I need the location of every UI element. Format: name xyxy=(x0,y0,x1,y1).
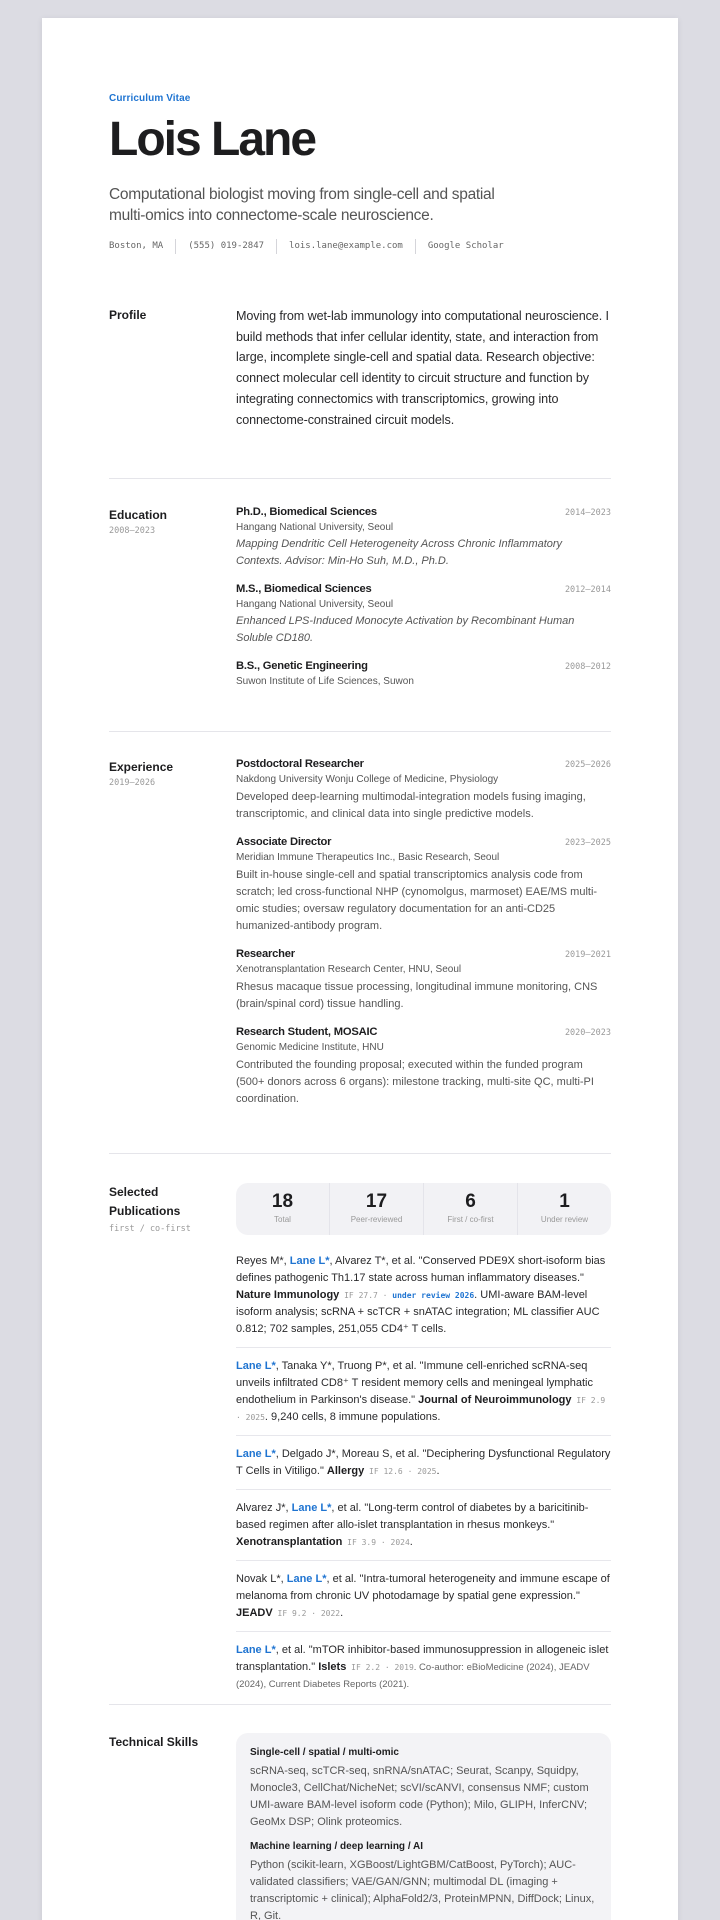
job-title: Researcher xyxy=(236,948,295,960)
job-date: 2025–2026 xyxy=(564,760,611,770)
skills-body xyxy=(236,1733,611,1920)
job-organization: Xenotransplantation Research Center, HNU, Seoul xyxy=(236,964,462,975)
experience-entry xyxy=(236,836,611,935)
job-date: 2019–2021 xyxy=(564,950,611,960)
job-description: Rhesus macaque tissue processing, longitudinal immune monitoring, CNS (brain/spinal cord) tissue handling. xyxy=(236,981,598,1010)
publications-note: first / co-first xyxy=(109,1224,191,1234)
publication-item xyxy=(236,1348,611,1436)
pub-meta: IF 2.9 · 2025 xyxy=(236,1396,606,1422)
degree-date: 2012–2014 xyxy=(564,585,611,595)
cv-header xyxy=(109,93,611,254)
publication-list xyxy=(236,1243,611,1702)
pub-title: , Delgado J*, Moreau S, et al. "Deciphering Dysfunctional Regulatory T Cells in Vitiligo." xyxy=(236,1448,611,1477)
job-date: 2020–2023 xyxy=(564,1028,611,1038)
pub-self-author: Lane L* xyxy=(236,1644,276,1656)
publication-stats xyxy=(236,1183,611,1235)
stat-number: 17 xyxy=(365,1191,388,1212)
job-title: Research Student, MOSAIC xyxy=(236,1026,378,1038)
degree-date: 2008–2012 xyxy=(564,662,611,672)
skill-group-heading: Single-cell / spatial / multi-omic xyxy=(250,1747,399,1758)
education-entry xyxy=(236,583,611,647)
pub-self-author: Lane L* xyxy=(236,1448,276,1460)
stat-label: Peer-reviewed xyxy=(350,1215,403,1224)
pub-authors: Novak L*, xyxy=(236,1573,287,1585)
publication-item xyxy=(236,1561,611,1632)
skill-group-text: Python (scikit-learn, XGBoost/LightGBM/CatBoost, PyTorch); AUC-validated classifiers; VAE/GAN/GNN; multimodal DL (imaging + transcriptomic + clinical); AlphaFold2/3, ProteinMPNN, DiffDock; Linux, R, Git. xyxy=(250,1859,595,1920)
pub-self-author: Lane L* xyxy=(289,1255,330,1267)
pub-self-author: Lane L* xyxy=(236,1360,276,1372)
pub-self-author: Lane L* xyxy=(291,1502,332,1514)
stat-number: 18 xyxy=(271,1191,294,1212)
section-label-publications: Selected Publications xyxy=(109,1185,181,1218)
skills-section xyxy=(109,1733,611,1920)
pub-title: , Alvarez T*, et al. "Conserved PDE9X short-isoform bias defines pathogenic Th1.17 state across human inflammatory diseases." xyxy=(236,1255,606,1284)
degree-title: M.S., Biomedical Sciences xyxy=(236,583,372,595)
stat-label: First / co-first xyxy=(447,1215,494,1224)
person-name: Lois Lane xyxy=(109,113,316,166)
skills-card xyxy=(236,1733,611,1920)
pub-self-author: Lane L* xyxy=(286,1573,327,1585)
job-organization: Genomic Medicine Institute, HNU xyxy=(236,1042,384,1053)
job-date: 2023–2025 xyxy=(564,838,611,848)
pub-journal: Nature Immunology xyxy=(236,1289,340,1301)
publication-item xyxy=(236,1632,611,1702)
pub-title: , Tanaka Y*, Truong P*, et al. "Immune cell-enriched scRNA-seq unveils infiltrated CD8⁺ T resident memory cells and meningeal lymphatic endothelium in Parkinson's disease." xyxy=(236,1360,593,1406)
pub-journal: Allergy xyxy=(326,1465,365,1477)
divider xyxy=(109,1704,611,1705)
job-description: Contributed the founding proposal; executed within the funded program (500+ donors across 6 organs): milestone tracking, multi-site QC, multi-PI coordination. xyxy=(236,1059,594,1105)
experience-range: 2019–2026 xyxy=(109,778,156,788)
pub-notes: . UMI-aware BAM-level isoform analysis; scRNA + scTCR + snATAC integration; ML classifier AUC 0.812; 702 samples, 251,055 CD4⁺ T cells. xyxy=(236,1289,600,1335)
pub-meta: IF 2.2 · 2019 xyxy=(346,1663,414,1672)
section-label-skills: Technical Skills xyxy=(109,1735,199,1749)
education-section xyxy=(109,506,611,726)
contact-email[interactable]: lois.lane@example.com xyxy=(276,239,415,254)
divider xyxy=(109,478,611,479)
pub-title: , et al. "Long-term control of diabetes by a baricitinib-based regimen after allo-islet transplantation in rhesus monkeys." xyxy=(236,1502,589,1531)
stat-first-author xyxy=(423,1183,517,1235)
skill-group-text: scRNA-seq, scTCR-seq, snRNA/snATAC; Seurat, Scanpy, Squidpy, Monocle3, CellChat/NicheNet; scVI/scANVI, consensus NMF; custom UMI-aware BAM-level isoform code (Python); Milo, GLIPH, InferCNV; GeoMx DSP; Olink proteomics. xyxy=(250,1765,589,1828)
pub-notes: . xyxy=(409,1536,413,1548)
divider xyxy=(109,1153,611,1154)
job-description: Developed deep-learning multimodal-integration models fusing imaging, transcriptomic, and clinical data into single predictive models. xyxy=(236,791,586,820)
pub-meta: IF 27.7 · xyxy=(339,1291,393,1300)
section-label-experience: Experience xyxy=(109,760,174,774)
pub-notes: . Co-author: eBioMedicine (2024), JEADV (2024), Current Diabetes Reports (2021). xyxy=(236,1662,590,1690)
pub-title: , et al. "mTOR inhibitor-based immunosuppression in allogeneic islet transplantation." xyxy=(236,1644,609,1673)
pub-meta: IF 3.9 · 2024 xyxy=(342,1538,410,1547)
publication-item xyxy=(236,1243,611,1348)
pub-notes: . xyxy=(436,1465,440,1477)
degree-date: 2014–2023 xyxy=(564,508,611,518)
degree-institution: Hangang National University, Seoul xyxy=(236,522,394,533)
pub-meta: IF 12.6 · 2025 xyxy=(364,1467,437,1476)
contact-bar xyxy=(109,239,611,254)
pub-title: , et al. "Intra-tumoral heterogeneity and immune escape of melanoma from chronic UV photodamage by spatial gene expression." xyxy=(236,1573,610,1602)
cv-page xyxy=(42,18,678,1920)
education-list xyxy=(236,506,611,700)
pub-meta: IF 9.2 · 2022 xyxy=(272,1609,341,1618)
experience-list xyxy=(236,758,611,1121)
publication-item xyxy=(236,1436,611,1490)
divider xyxy=(109,731,611,732)
stat-label: Total xyxy=(274,1215,291,1224)
job-organization: Nakdong University Wonju College of Medicine, Physiology xyxy=(236,774,499,785)
tagline: Computational biologist moving from single-cell and spatial multi-omics into connectome-scale neuroscience. xyxy=(109,186,495,224)
pub-notes: . xyxy=(340,1607,344,1619)
pub-journal: Journal of Neuroimmunology xyxy=(418,1394,572,1406)
pub-notes: . 9,240 cells, 8 immune populations. xyxy=(264,1411,441,1423)
experience-entry xyxy=(236,948,611,1013)
degree-thesis: Enhanced LPS-Induced Monocyte Activation by Recombinant Human Soluble CD180. xyxy=(236,615,575,644)
experience-entry xyxy=(236,1026,611,1108)
contact-location: Boston, MA xyxy=(109,241,164,251)
job-title: Associate Director xyxy=(236,836,332,848)
stat-peer-reviewed xyxy=(329,1183,423,1235)
contact-phone[interactable]: (555) 019-2847 xyxy=(175,239,276,254)
stat-label: Under review xyxy=(540,1215,589,1224)
pub-authors: Alvarez J*, xyxy=(236,1502,292,1514)
degree-thesis: Mapping Dendritic Cell Heterogeneity Across Chronic Inflammatory Contexts. Advisor: Min-Ho Suh, M.D., Ph.D. xyxy=(236,538,563,567)
eyebrow-label: Curriculum Vitae xyxy=(109,93,191,104)
stat-number: 1 xyxy=(559,1191,570,1212)
education-entry xyxy=(236,506,611,570)
degree-title: Ph.D., Biomedical Sciences xyxy=(236,506,377,518)
section-label-profile: Profile xyxy=(109,308,147,322)
skill-group-heading: Machine learning / deep learning / AI xyxy=(250,1841,423,1852)
pub-journal: Xenotransplantation xyxy=(236,1536,343,1548)
profile-text: Moving from wet-lab immunology into computational neuroscience. I build methods that infer cellular identity, state, and interaction from large, incomplete single-cell and spatial data. Research objective: connect molecular cell identity to circuit structure and function by integrating connectomics with transcriptomics, growing into connectome-constrained circuit models. xyxy=(236,309,609,427)
degree-institution: Hangang National University, Seoul xyxy=(236,599,394,610)
job-title: Postdoctoral Researcher xyxy=(236,758,364,770)
education-range: 2008–2023 xyxy=(109,526,156,536)
experience-section xyxy=(109,758,611,1128)
profile-section xyxy=(109,306,611,466)
pub-authors: Reyes M*, xyxy=(236,1255,290,1267)
pub-journal: Islets xyxy=(318,1661,347,1673)
job-organization: Meridian Immune Therapeutics Inc., Basic Research, Seoul xyxy=(236,852,500,863)
degree-title: B.S., Genetic Engineering xyxy=(236,660,368,672)
job-description: Built in-house single-cell and spatial transcriptomics analysis code from scratch; led cross-functional NHP (cynomolgus, marmoset) EAE/MS multi-omic studies; oversaw regulatory documentation for an anti-CD25 humanized-antibody program. xyxy=(236,869,598,932)
section-label-education: Education xyxy=(109,508,168,522)
stat-number: 6 xyxy=(465,1191,476,1212)
publications-section xyxy=(109,1183,611,1690)
pub-journal: JEADV xyxy=(236,1607,273,1619)
degree-institution: Suwon Institute of Life Sciences, Suwon xyxy=(236,676,414,687)
stat-total xyxy=(236,1183,329,1235)
education-entry xyxy=(236,660,611,687)
pub-review-status: under review 2026 xyxy=(392,1291,475,1300)
experience-entry xyxy=(236,758,611,823)
stat-under-review xyxy=(517,1183,611,1235)
contact-scholar-link[interactable]: Google Scholar xyxy=(415,239,516,254)
publication-item xyxy=(236,1490,611,1561)
profile-body xyxy=(236,306,611,430)
cv-content xyxy=(109,93,611,1920)
publications-body xyxy=(236,1183,611,1702)
